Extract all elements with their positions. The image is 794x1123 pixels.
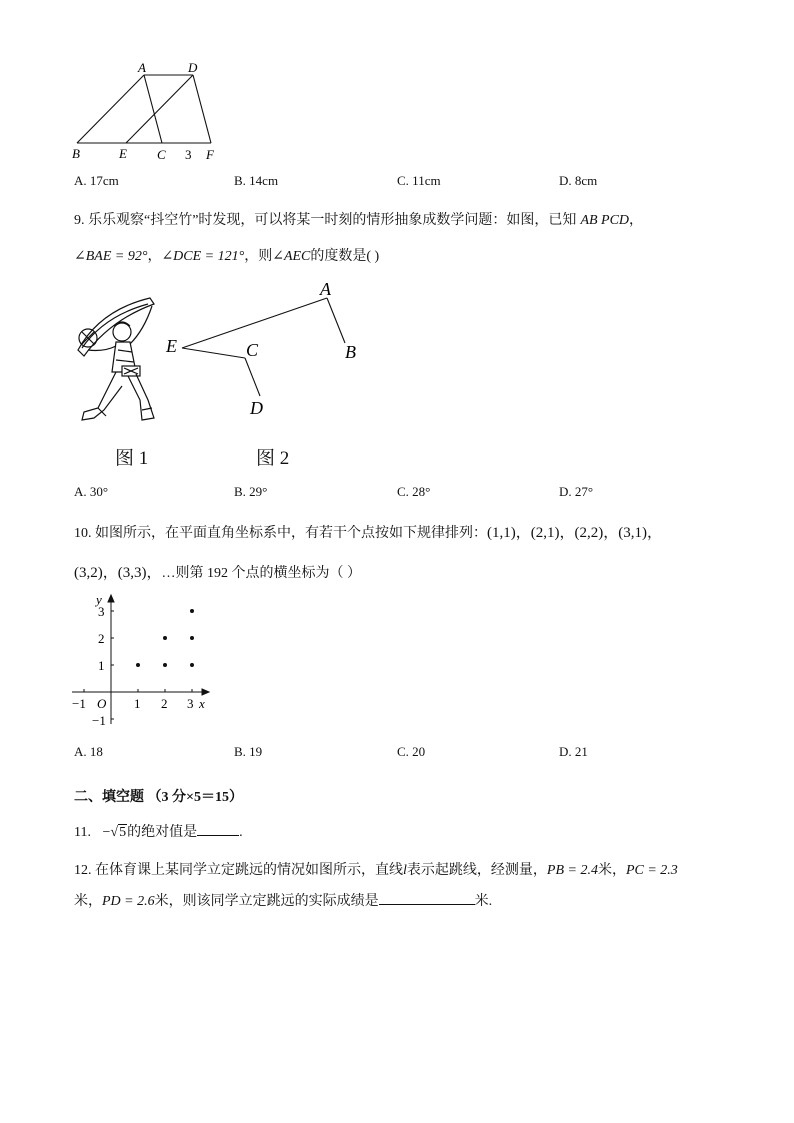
q9-then: ，则 bbox=[244, 249, 273, 264]
q8-figure bbox=[70, 60, 240, 165]
q8-label-a: A bbox=[138, 60, 146, 75]
section-2-heading: 二、填空题 （3 分×5＝15） bbox=[74, 790, 243, 805]
q9-comma: ， bbox=[629, 213, 644, 228]
q10-points1: (1,1)，(2,1)，(2,2)，(3,1)， bbox=[487, 525, 662, 541]
q11-end: . bbox=[239, 825, 243, 840]
q10-x-tick-1: 1 bbox=[134, 696, 141, 711]
q9-angle-dce: ∠DCE = 121° bbox=[161, 249, 245, 264]
q10-axis-x-label: x bbox=[199, 696, 205, 711]
q9-text1: 9. 乐乐观察“抖空竹”时发现，可以将某一时刻的情形抽象成数学问题：如图，已知 bbox=[74, 213, 577, 228]
q9-figure1-diabolo-player bbox=[70, 290, 170, 430]
q10-x-tick-2: 2 bbox=[161, 696, 168, 711]
q12-line2c: 米. bbox=[474, 894, 493, 909]
q8-label-3: 3 bbox=[185, 147, 192, 162]
q12-line2a: 米， bbox=[74, 894, 102, 909]
q9-option-c[interactable]: C. 28° bbox=[397, 484, 431, 499]
q8-label-e: E bbox=[119, 146, 127, 161]
q12-pd: PD = 2.6 bbox=[102, 894, 155, 909]
q12-line1b: 表示起跳线，经测量， bbox=[406, 863, 547, 878]
q9-figure2 bbox=[160, 278, 370, 423]
q10-point-6 bbox=[190, 609, 194, 613]
q9-label-c: C bbox=[246, 340, 259, 360]
q10-option-a[interactable]: A. 18 bbox=[74, 744, 103, 759]
q11-number: 11. bbox=[74, 825, 91, 840]
q9-option-a[interactable]: A. 30° bbox=[74, 484, 109, 499]
q10-point-3 bbox=[163, 636, 167, 640]
q11-radicand: 5 bbox=[119, 825, 127, 840]
q9-sep: ， bbox=[147, 249, 162, 264]
q10-x-tick-neg1: −1 bbox=[72, 696, 86, 711]
q10-origin-label: O bbox=[97, 696, 107, 711]
q9-angle-bae: ∠BAE = 92° bbox=[74, 249, 148, 264]
q10-point-4 bbox=[190, 663, 194, 667]
q10-text1: 10. 如图所示，在平面直角坐标系中，有若干个点按如下规律排列： bbox=[74, 526, 487, 541]
q12-pc: PC = 2.3 bbox=[625, 863, 678, 878]
q9-stem-line1 bbox=[74, 209, 643, 229]
q11-minus: − bbox=[102, 825, 111, 840]
q10-coordinate-plane bbox=[66, 592, 216, 732]
q9-ask: 的度数是( ) bbox=[310, 249, 380, 264]
q10-point-2 bbox=[163, 663, 167, 667]
q10-y-tick-2: 2 bbox=[98, 631, 105, 646]
q9-label-b: B bbox=[345, 342, 356, 362]
q9-label-e: E bbox=[166, 336, 177, 356]
q8-label-f: F bbox=[206, 147, 214, 162]
q12-m1: 米， bbox=[597, 863, 626, 878]
sqrt-icon: √ bbox=[110, 825, 119, 840]
q9-figure2-caption: 图 2 bbox=[256, 448, 290, 469]
q8-option-a[interactable]: A. 17cm bbox=[74, 173, 119, 188]
q10-axis-y-label: y bbox=[96, 592, 102, 607]
q9-label-a: A bbox=[320, 279, 331, 299]
q10-point-1 bbox=[136, 663, 140, 667]
q9-parallel: AB PCD bbox=[580, 213, 630, 228]
q8-option-c[interactable]: C. 11cm bbox=[397, 173, 441, 188]
q8-label-b: B bbox=[72, 146, 80, 161]
q12-stem-line2 bbox=[74, 890, 492, 910]
q10-text2: …则第 192 个点的横坐标为（ ） bbox=[161, 566, 361, 581]
q9-figure1-caption: 图 1 bbox=[115, 448, 149, 469]
q10-x-tick-3: 3 bbox=[187, 696, 194, 711]
q10-y-tick-neg1: −1 bbox=[92, 713, 106, 728]
q9-option-d[interactable]: D. 27° bbox=[559, 484, 594, 499]
q9-stem-line2 bbox=[74, 245, 379, 265]
q12-pb: PB = 2.4 bbox=[546, 863, 598, 878]
q9-option-b[interactable]: B. 29° bbox=[234, 484, 268, 499]
q10-option-d[interactable]: D. 21 bbox=[559, 744, 588, 759]
q9-angle-aec: ∠AEC bbox=[272, 249, 311, 264]
q10-stem-line2 bbox=[74, 561, 361, 582]
q10-option-c[interactable]: C. 20 bbox=[397, 744, 426, 759]
q10-point-5 bbox=[190, 636, 194, 640]
q12-line1: 12. 在体育课上某同学立定跳远的情况如图所示，直线 bbox=[74, 863, 403, 878]
q12-line-l: l bbox=[403, 863, 407, 878]
q8-option-d[interactable]: D. 8cm bbox=[559, 173, 598, 188]
q10-option-b[interactable]: B. 19 bbox=[234, 744, 263, 759]
q11-stem bbox=[74, 821, 243, 841]
q10-stem-line1 bbox=[74, 521, 662, 542]
q11-text: 的绝对值是 bbox=[127, 825, 198, 840]
q10-y-tick-3: 3 bbox=[98, 604, 105, 619]
q12-line2b: 米，则该同学立定跳远的实际成绩是 bbox=[154, 894, 379, 909]
q9-label-d: D bbox=[250, 398, 263, 418]
q10-points2: (3,2)，(3,3)， bbox=[74, 565, 162, 581]
q8-label-c: C bbox=[157, 147, 166, 162]
q12-stem-line1 bbox=[74, 859, 678, 879]
q8-option-b[interactable]: B. 14cm bbox=[234, 173, 279, 188]
q11-answer-blank[interactable] bbox=[197, 821, 239, 836]
q12-answer-blank[interactable] bbox=[379, 890, 475, 905]
q8-label-d: D bbox=[188, 60, 198, 75]
q10-y-tick-1: 1 bbox=[98, 658, 105, 673]
